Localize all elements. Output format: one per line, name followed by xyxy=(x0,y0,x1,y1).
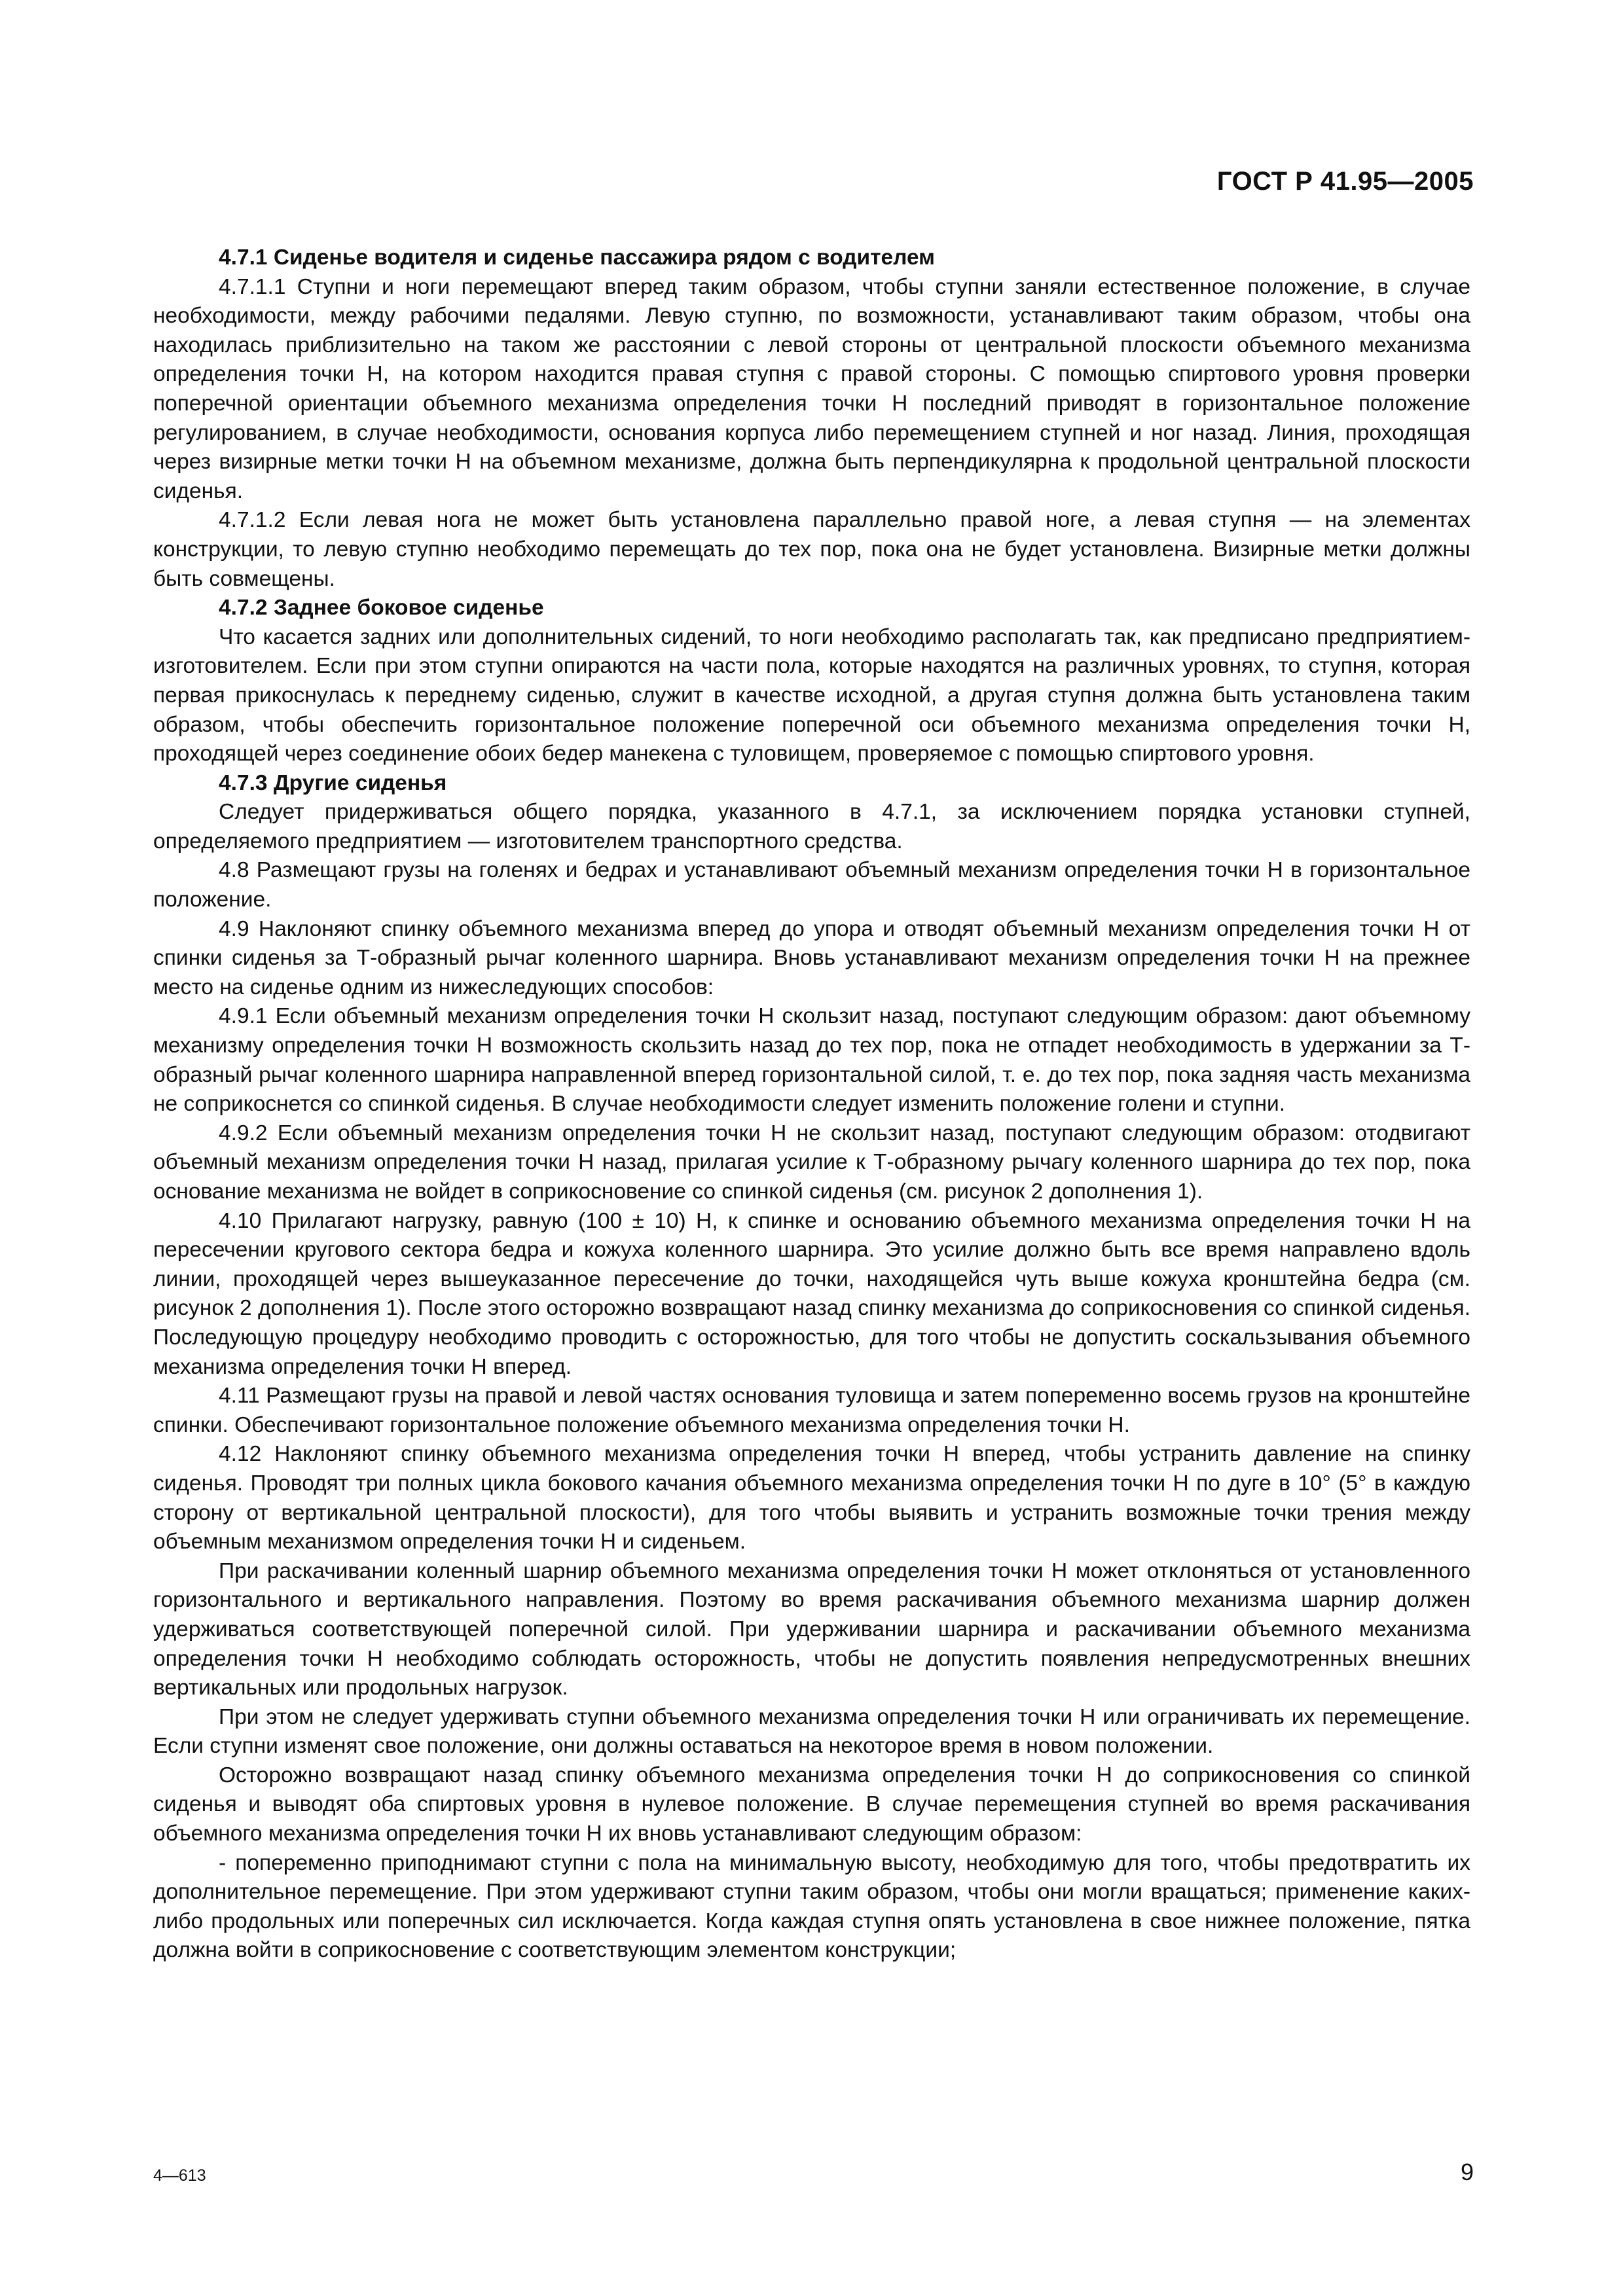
body-paragraph: 4.11 Размещают грузы на правой и левой частях основания туловища и затем попеременно восемь грузов на кронштейне спинки. Обеспечивают горизонтальное положение объемного механизма определения точки H. xyxy=(153,1384,1470,1437)
body-paragraph: При раскачивании коленный шарнир объемного механизма определения точки H может отклоняться от установленного горизонтального и вертикального направления. Поэтому во время раскачивания объемного механизма шарнир должен удерживаться соответствующей поперечной силой. При удерживании шарнира и раскачивании объемного механизма определения точки H необходимо соблюдать осторожность, чтобы не допустить появления непредусмотренных внешних вертикальных или продольных нагрузок. xyxy=(153,1558,1470,1700)
body-paragraph: 4.7.1.1 Ступни и ноги перемещают вперед таким образом, чтобы ступни заняли естественное положение, в случае необходимости, между рабочими педалями. Левую ступню, по возможности, устанавливают таким образом, чтобы она находилась приблизительно на таком же расстоянии с левой стороны от центральной плоскости объемного механизма определения точки H, на котором находится правая ступня с правой стороны. С помощью спиртового уровня проверки поперечной ориентации объемного механизма определения точки H последний приводят в горизонтальное положение регулированием, в случае необходимости, основания корпуса либо перемещением ступней и ног назад. Линия, проходящая через визирные метки точки H на объемном механизме, должна быть перпендикулярна к продольной центральной плоскости сиденья. xyxy=(153,274,1470,503)
body-paragraph: 4.9.2 Если объемный механизм определения точки H не скользит назад, поступают следующим образом: отодвигают объемный механизм определения точки H назад, прилагая усилие к Т-образному рычагу коленного шарнира до тех пор, пока основание механизма не войдет в соприкосновение со спинкой сиденья (см. рисунок 2 дополнения 1). xyxy=(153,1121,1470,1204)
section-heading: 4.7.3 Другие сиденья xyxy=(219,770,447,795)
body-paragraph: 4.10 Прилагают нагрузку, равную (100 ± 10) Н, к спинке и основанию объемного механизма определения точки H на пересечении кругового сектора бедра и кожуха коленного шарнира. Это усилие должно быть все время направлено вдоль линии, проходящей через вышеуказанное пересечение до точки, находящейся чуть выше кожуха кронштейна бедра (см. рисунок 2 дополнения 1). После этого осторожно возвращают назад спинку механизма до соприкосновения со спинкой сиденья. Последующую процедуру необходимо проводить с осторожностью, для того чтобы не допустить соскальзывания объемного механизма определения точки H вперед. xyxy=(153,1208,1470,1379)
body-paragraph: - попеременно приподнимают ступни с пола на минимальную высоту, необходимую для того, чтобы предотвратить их дополнительное перемещение. При этом удерживают ступни таким образом, чтобы они могли вращаться; применение каких-либо продольных или поперечных сил исключается. Когда каждая ступня опять установлена в свое нижнее положение, пятка должна войти в соприкосновение с соответствующим элементом конструкции; xyxy=(153,1850,1470,1963)
section-heading: 4.7.1 Сиденье водителя и сиденье пассажира рядом с водителем xyxy=(219,245,935,270)
body-paragraph: Что касается задних или дополнительных сидений, то ноги необходимо располагать так, как предписано предприятием-изготовителем. Если при этом ступни опираются на части пола, которые находятся на различных уровнях, то ступня, которая первая прикоснулась к переднему сиденью, служит в качестве исходной, а другая ступня должна быть установлена таким образом, чтобы обеспечить горизонтальное положение поперечной оси объемного механизма определения точки H, проходящей через соединение обоих бедер манекена с туловищем, проверяемое с помощью спиртового уровня. xyxy=(153,624,1470,766)
body-paragraph: Следует придерживаться общего порядка, указанного в 4.7.1, за исключением порядка установки ступней, определяемого предприятием — изготовителем транспортного средства. xyxy=(153,800,1470,853)
document-body xyxy=(153,243,1470,1965)
body-paragraph: 4.12 Наклоняют спинку объемного механизма определения точки H вперед, чтобы устранить давление на спинку сиденья. Проводят три полных цикла бокового качания объемного механизма определения точки H по дуге в 10° (5° в каждую сторону от вертикальной центральной плоскости), для того чтобы выявить и устранить возможные точки трения между объемным механизмом определения точки H и сиденьем. xyxy=(153,1442,1470,1554)
print-code-footer: 4—613 xyxy=(153,2166,206,2185)
section-heading: 4.7.2 Заднее боковое сиденье xyxy=(219,596,544,620)
body-paragraph: При этом не следует удерживать ступни объемного механизма определения точки H или ограничивать их перемещение. Если ступни изменят свое положение, они должны оставаться на некоторое время в новом положении. xyxy=(153,1704,1470,1759)
body-paragraph: 4.9.1 Если объемный механизм определения точки H скользит назад, поступают следующим образом: дают объемному механизму определения точки H возможность скользить назад до тех пор, пока не отпадет необходимость в удержании за Т-образный рычаг коленного шарнира направленной вперед горизонтальной силой, т. е. до тех пор, пока задняя часть механизма не соприкоснется со спинкой сиденья. В случае необходимости следует изменить положение голени и ступни. xyxy=(153,1004,1470,1117)
standard-code-header: ГОСТ Р 41.95—2005 xyxy=(1216,167,1474,196)
body-paragraph: 4.9 Наклоняют спинку объемного механизма вперед до упора и отводят объемный механизм определения точки H от спинки сиденья за Т-образный рычаг коленного шарнира. Вновь устанавливают механизм определения точки H на прежнее место на сиденье одним из нижеследующих способов: xyxy=(153,916,1470,999)
body-paragraph: 4.8 Размещают грузы на голенях и бедрах и устанавливают объемный механизм определения точки H в горизонтальное положение. xyxy=(153,858,1470,912)
page-number: 9 xyxy=(1460,2159,1474,2185)
body-paragraph: Осторожно возвращают назад спинку объемного механизма определения точки H до соприкосновения со спинкой сиденья и выводят оба спиртовых уровня в нулевое положение. В случае перемещения ступней во время раскачивания объемного механизма определения точки H их вновь устанавливают следующим образом: xyxy=(153,1763,1470,1846)
body-paragraph: 4.7.1.2 Если левая нога не может быть установлена параллельно правой ноге, а левая ступня — на элементах конструкции, то левую ступню необходимо перемещать до тех пор, пока она не будет установлена. Визирные метки должны быть совмещены. xyxy=(153,508,1470,591)
